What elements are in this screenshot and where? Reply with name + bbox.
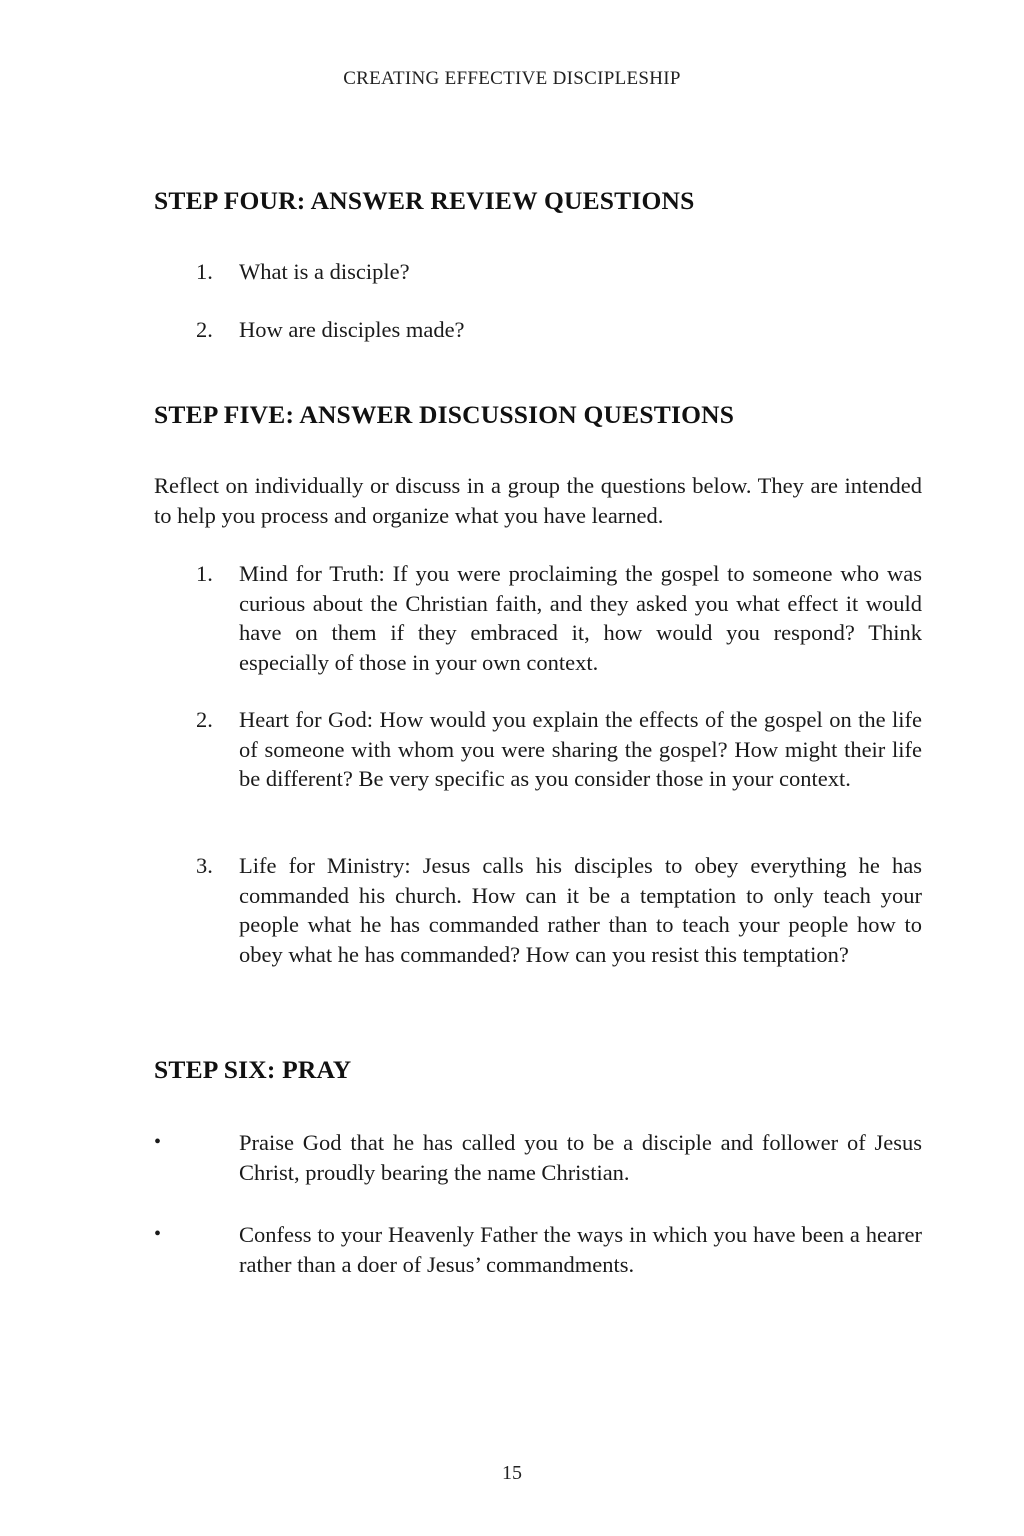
list-item-text: Heart for God: How would you explain the effects of the gospel on the life of someone with whom you were sharing the gospel? How might their life be different? Be very specific as you consider those in your context. [239,707,922,791]
list-item-text: How are disciples made? [239,317,465,342]
list-marker: 2. [196,707,213,732]
page-number: 15 [502,1462,522,1484]
list-marker: 1. [196,561,213,586]
running-head: CREATING EFFECTIVE DISCIPLESHIP [343,68,681,89]
review-question-1 [154,257,922,287]
discussion-question-1 [154,559,922,677]
review-question-2 [154,315,922,345]
bullet-marker: • [154,1223,162,1245]
step-five-heading: STEP FIVE: ANSWER DISCUSSION QUESTIONS [154,400,735,429]
prayer-point-1 [154,1128,922,1187]
list-item-text: Life for Ministry: Jesus calls his disciples to obey everything he has commanded his church. How can it be a temptation to only teach your people what he has commanded rather than to teach your people how to obey what he has commanded? How can you resist this temptation? [239,853,922,967]
list-item-text: Praise God that he has called you to be a disciple and follower of Jesus Christ, proudly bearing the name Christian. [239,1130,922,1185]
list-marker: 1. [196,259,213,284]
discussion-question-3 [154,851,922,969]
step-four-heading: STEP FOUR: ANSWER REVIEW QUESTIONS [154,186,695,215]
list-marker: 3. [196,853,213,878]
list-item-text: Confess to your Heavenly Father the ways in which you have been a hearer rather than a doer of Jesus’ commandments. [239,1222,922,1277]
bullet-marker: • [154,1131,162,1153]
prayer-point-2 [154,1220,922,1279]
step-five-intro: Reflect on individually or discuss in a group the questions below. They are intended to help you process and organize what you have learned. [154,473,922,528]
discussion-question-2 [154,705,922,794]
list-item-text: What is a disciple? [239,259,410,284]
step-six-heading: STEP SIX: PRAY [154,1055,352,1084]
list-item-text: Mind for Truth: If you were proclaiming the gospel to someone who was curious about the Christian faith, and they asked you what effect it would have on them if they embraced it, how would you respond? Think especially of those in your own context. [239,561,922,675]
list-marker: 2. [196,317,213,342]
